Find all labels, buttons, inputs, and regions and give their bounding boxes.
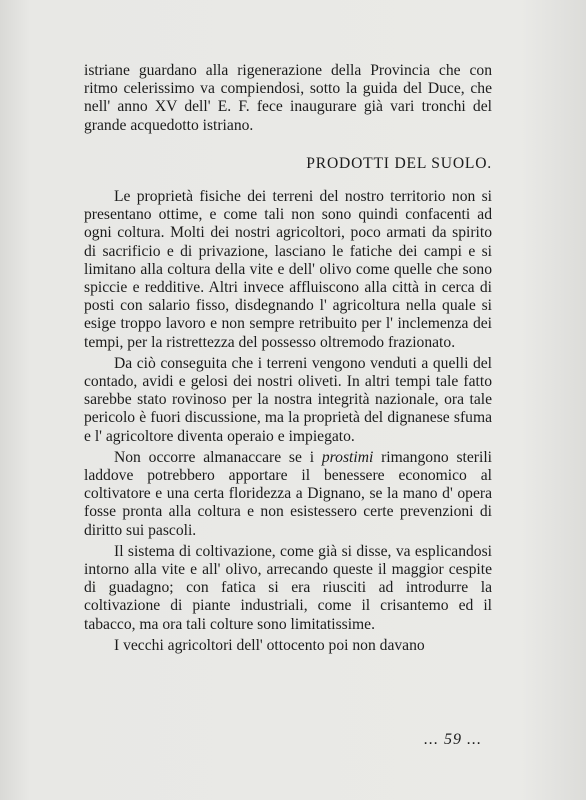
paragraph-5: I vecchi agricoltori dell' ottocento poi non davano [114,636,425,654]
section-heading: PRODOTTI DEL SUOLO. [306,155,492,172]
paragraph-4: Il sistema di coltivazione, come già si disse, va esplicandosi intorno alla vite e all' olivo, arrecando queste il maggior cespite di guadagno; con fatica si era riusciti ad introdurre la coltivazione di piante industriali, come il crisantemo ed il tabacco, ma ora tali colture sono limitatissime. [84,542,492,633]
page-number: ... 59 ... [424,731,482,748]
italic-term-prostimi: prostimi [321,448,374,466]
paragraph-3-start: Non occorre almanaccare se i [114,448,322,466]
continuation-text-block [84,62,492,135]
paragraph-2: Da ciò conseguita che i terreni vengono venduti a quelli del contado, avidi e gelosi dei nostri oliveti. In altri tempi tale fatto sarebbe stato rovinoso per la nostra integrità nazionale, ora tale pericolo è fuori discussione, ma la proprietà del dignanese sfuma e l' agricoltore diventa operaio e impiegato. [84,354,492,445]
section-body [84,188,492,658]
paragraph-3-end: rimangono sterili laddove potrebbero apportare il benessere economico al coltivatore e una certa floridezza a Dignano, se la mano d' opera fosse pronta alla coltura e non esistessero certe prevenzioni di diritto sui pascoli. [84,448,492,539]
paragraph-1: Le proprietà fisiche dei terreni del nostro territorio non si presentano ottime, e come tali non sono quindi confacenti ad ogni coltura. Molti dei nostri agricoltori, poco armati da spirito di sacrificio e di privazione, lasciano le fatiche dei campi e si limitano alla coltura della vite e dell' olivo come quelle che sono spiccie e redditive. Altri invece affluiscono alla città in cerca di posti con salario fisso, disdegnando l' agricoltura nella quale si esige troppo lavoro e non sempre retribuito per l' inclemenza dei tempi, per la ristrettezza del possesso oltremodo frazionato. [84,188,492,351]
paragraph-3 [84,449,492,540]
continuation-paragraph: istriane guardano alla rigenerazione della Provincia che con ritmo celerissimo va compiendosi, sotto la guida del Duce, che nell' anno XV dell' E. F. fece inaugurare già vari tronchi del grande acquedotto istriano. [84,62,492,134]
